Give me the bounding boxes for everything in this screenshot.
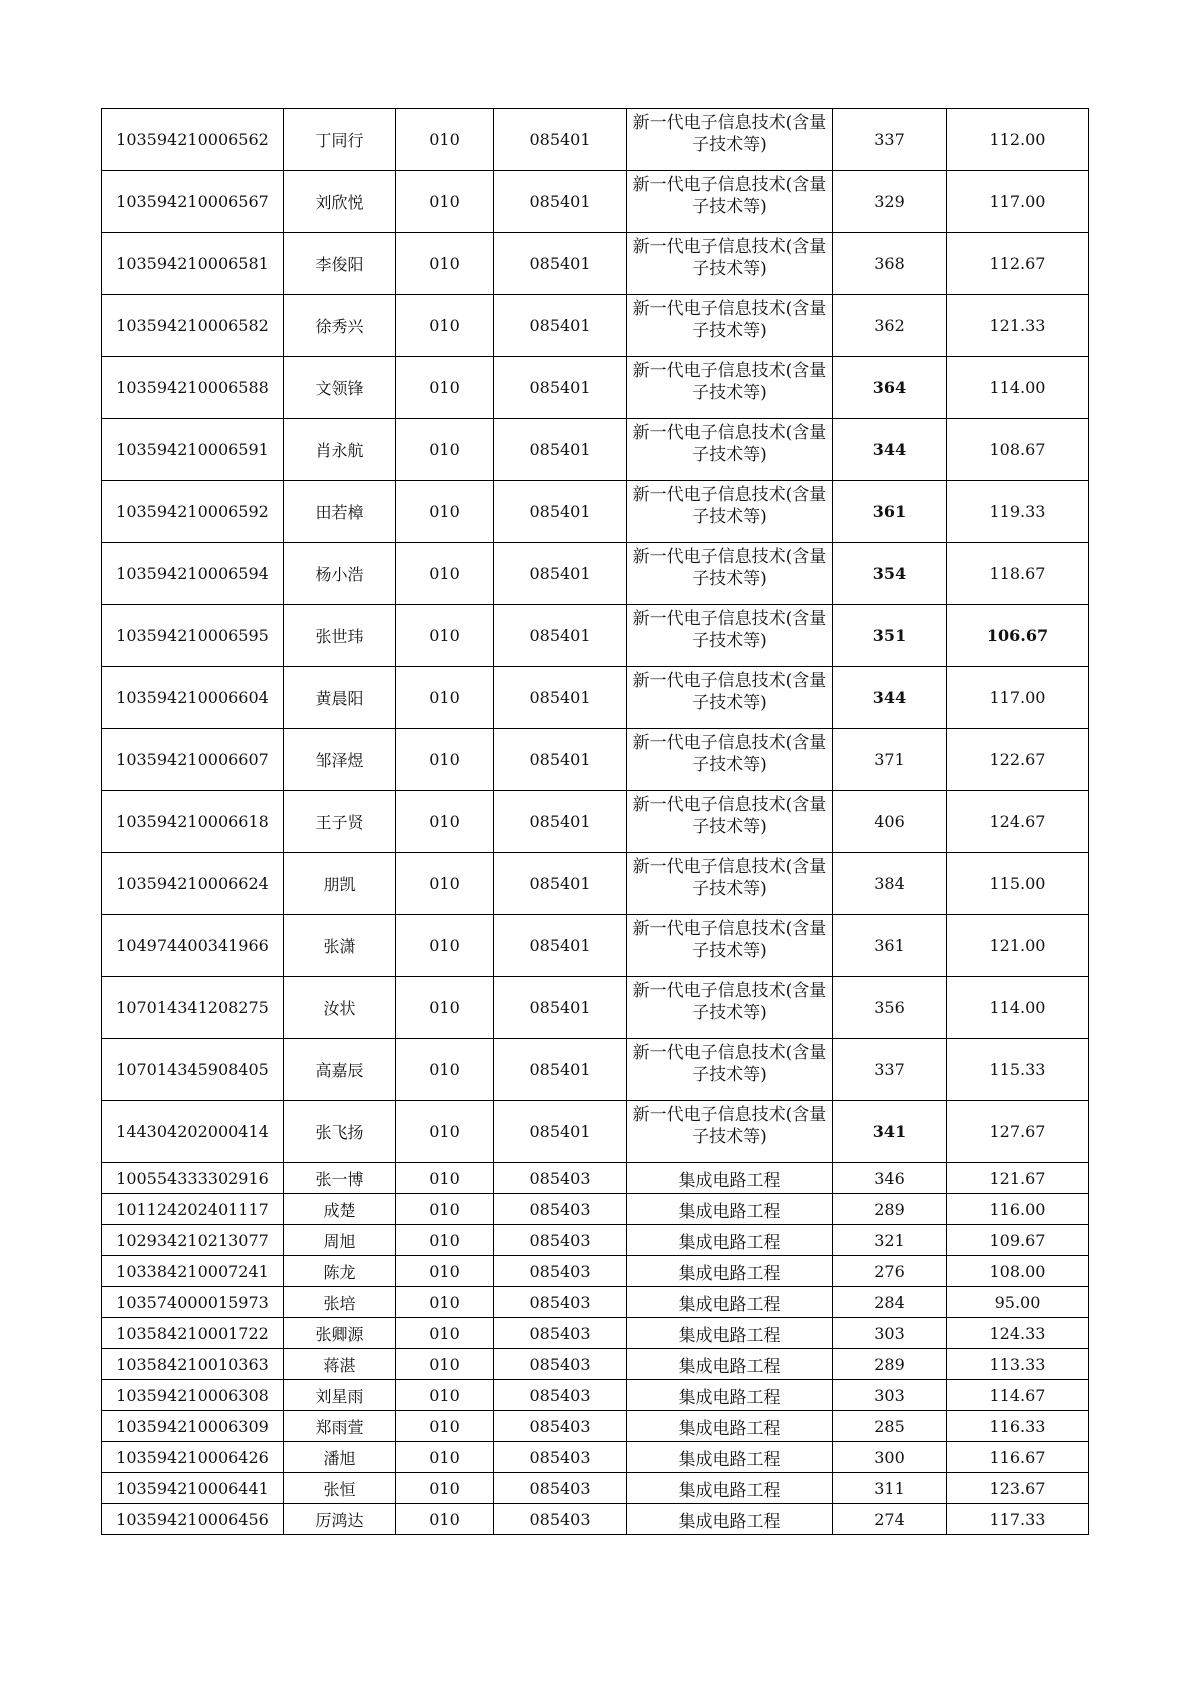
major-code-cell: 085401	[494, 171, 627, 233]
table-row	[102, 1225, 1089, 1256]
department-code-cell: 010	[396, 481, 494, 543]
retest-score-cell: 116.00	[947, 1194, 1089, 1225]
name-cell: 肖永航	[284, 419, 396, 481]
retest-score-cell: 114.00	[947, 977, 1089, 1039]
major-code-cell: 085401	[494, 357, 627, 419]
major-name-cell: 新一代电子信息技术(含量子技术等)	[627, 977, 833, 1039]
name-cell: 张恒	[284, 1473, 396, 1504]
major-name-cell: 新一代电子信息技术(含量子技术等)	[627, 481, 833, 543]
retest-score-cell: 123.67	[947, 1473, 1089, 1504]
exam-number-cell: 103594210006456	[102, 1504, 284, 1535]
name-cell: 厉鸿达	[284, 1504, 396, 1535]
retest-score-cell: 112.00	[947, 109, 1089, 171]
department-code-cell: 010	[396, 171, 494, 233]
initial-score-cell: 284	[833, 1287, 947, 1318]
major-name-cell: 新一代电子信息技术(含量子技术等)	[627, 1101, 833, 1163]
name-cell: 文领锋	[284, 357, 396, 419]
department-code-cell: 010	[396, 1318, 494, 1349]
initial-score-cell: 351	[833, 605, 947, 667]
table-row	[102, 481, 1089, 543]
retest-score-cell: 108.67	[947, 419, 1089, 481]
initial-score-cell: 289	[833, 1349, 947, 1380]
department-code-cell: 010	[396, 1473, 494, 1504]
name-cell: 李俊阳	[284, 233, 396, 295]
exam-number-cell: 103594210006618	[102, 791, 284, 853]
initial-score-cell: 311	[833, 1473, 947, 1504]
major-name-cell: 集成电路工程	[627, 1163, 833, 1194]
name-cell: 朋凯	[284, 853, 396, 915]
major-code-cell: 085401	[494, 543, 627, 605]
name-cell: 刘欣悦	[284, 171, 396, 233]
retest-score-cell: 124.67	[947, 791, 1089, 853]
initial-score-cell: 406	[833, 791, 947, 853]
table-row	[102, 791, 1089, 853]
initial-score-cell: 321	[833, 1225, 947, 1256]
table-row	[102, 543, 1089, 605]
name-cell: 蒋湛	[284, 1349, 396, 1380]
name-cell: 汝状	[284, 977, 396, 1039]
major-name-cell: 新一代电子信息技术(含量子技术等)	[627, 171, 833, 233]
department-code-cell: 010	[396, 1287, 494, 1318]
major-name-cell: 集成电路工程	[627, 1318, 833, 1349]
table-row	[102, 1442, 1089, 1473]
major-code-cell: 085403	[494, 1473, 627, 1504]
table-row	[102, 233, 1089, 295]
name-cell: 陈龙	[284, 1256, 396, 1287]
name-cell: 刘星雨	[284, 1380, 396, 1411]
initial-score-cell: 285	[833, 1411, 947, 1442]
exam-number-cell: 103594210006309	[102, 1411, 284, 1442]
name-cell: 张潇	[284, 915, 396, 977]
department-code-cell: 010	[396, 1256, 494, 1287]
exam-number-cell: 103574000015973	[102, 1287, 284, 1318]
department-code-cell: 010	[396, 1101, 494, 1163]
table-row	[102, 1039, 1089, 1101]
retest-score-cell: 127.67	[947, 1101, 1089, 1163]
major-code-cell: 085403	[494, 1163, 627, 1194]
initial-score-cell: 341	[833, 1101, 947, 1163]
department-code-cell: 010	[396, 109, 494, 171]
table-row	[102, 1101, 1089, 1163]
major-code-cell: 085403	[494, 1442, 627, 1473]
initial-score-cell: 344	[833, 419, 947, 481]
initial-score-cell: 329	[833, 171, 947, 233]
table-row	[102, 1411, 1089, 1442]
name-cell: 田若樟	[284, 481, 396, 543]
major-name-cell: 新一代电子信息技术(含量子技术等)	[627, 357, 833, 419]
name-cell: 潘旭	[284, 1442, 396, 1473]
major-name-cell: 集成电路工程	[627, 1225, 833, 1256]
retest-score-cell: 124.33	[947, 1318, 1089, 1349]
name-cell: 周旭	[284, 1225, 396, 1256]
major-name-cell: 新一代电子信息技术(含量子技术等)	[627, 605, 833, 667]
name-cell: 徐秀兴	[284, 295, 396, 357]
retest-score-cell: 118.67	[947, 543, 1089, 605]
initial-score-cell: 371	[833, 729, 947, 791]
retest-score-cell: 109.67	[947, 1225, 1089, 1256]
retest-score-cell: 116.67	[947, 1442, 1089, 1473]
table-row	[102, 1256, 1089, 1287]
major-code-cell: 085401	[494, 419, 627, 481]
retest-score-cell: 115.00	[947, 853, 1089, 915]
major-code-cell: 085403	[494, 1256, 627, 1287]
department-code-cell: 010	[396, 543, 494, 605]
exam-number-cell: 103594210006592	[102, 481, 284, 543]
retest-score-cell: 116.33	[947, 1411, 1089, 1442]
exam-number-cell: 103594210006624	[102, 853, 284, 915]
initial-score-cell: 303	[833, 1318, 947, 1349]
retest-score-cell: 119.33	[947, 481, 1089, 543]
department-code-cell: 010	[396, 1349, 494, 1380]
department-code-cell: 010	[396, 1225, 494, 1256]
major-code-cell: 085401	[494, 791, 627, 853]
exam-number-cell: 103584210010363	[102, 1349, 284, 1380]
major-code-cell: 085401	[494, 915, 627, 977]
major-code-cell: 085401	[494, 667, 627, 729]
major-name-cell: 新一代电子信息技术(含量子技术等)	[627, 729, 833, 791]
retest-score-cell: 121.33	[947, 295, 1089, 357]
initial-score-cell: 300	[833, 1442, 947, 1473]
retest-score-cell: 122.67	[947, 729, 1089, 791]
major-name-cell: 集成电路工程	[627, 1349, 833, 1380]
major-code-cell: 085401	[494, 109, 627, 171]
major-name-cell: 集成电路工程	[627, 1411, 833, 1442]
table-row	[102, 1194, 1089, 1225]
exam-number-cell: 107014341208275	[102, 977, 284, 1039]
exam-number-cell: 103594210006591	[102, 419, 284, 481]
major-code-cell: 085401	[494, 729, 627, 791]
initial-score-cell: 361	[833, 481, 947, 543]
name-cell: 张一博	[284, 1163, 396, 1194]
exam-number-cell: 103594210006588	[102, 357, 284, 419]
department-code-cell: 010	[396, 915, 494, 977]
major-code-cell: 085401	[494, 1039, 627, 1101]
retest-score-cell: 117.33	[947, 1504, 1089, 1535]
name-cell: 高嘉辰	[284, 1039, 396, 1101]
name-cell: 杨小浩	[284, 543, 396, 605]
name-cell: 郑雨萱	[284, 1411, 396, 1442]
exam-number-cell: 103594210006426	[102, 1442, 284, 1473]
department-code-cell: 010	[396, 605, 494, 667]
exam-number-cell: 107014345908405	[102, 1039, 284, 1101]
department-code-cell: 010	[396, 1411, 494, 1442]
retest-score-cell: 114.00	[947, 357, 1089, 419]
retest-score-cell: 113.33	[947, 1349, 1089, 1380]
table-row	[102, 171, 1089, 233]
table-row	[102, 1287, 1089, 1318]
initial-score-cell: 384	[833, 853, 947, 915]
retest-score-cell: 112.67	[947, 233, 1089, 295]
exam-number-cell: 144304202000414	[102, 1101, 284, 1163]
major-code-cell: 085401	[494, 233, 627, 295]
table-row	[102, 1504, 1089, 1535]
name-cell: 王子贤	[284, 791, 396, 853]
exam-number-cell: 103594210006441	[102, 1473, 284, 1504]
initial-score-cell: 303	[833, 1380, 947, 1411]
initial-score-cell: 368	[833, 233, 947, 295]
major-code-cell: 085403	[494, 1194, 627, 1225]
exam-number-cell: 100554333302916	[102, 1163, 284, 1194]
major-name-cell: 集成电路工程	[627, 1504, 833, 1535]
major-name-cell: 新一代电子信息技术(含量子技术等)	[627, 667, 833, 729]
initial-score-cell: 354	[833, 543, 947, 605]
initial-score-cell: 337	[833, 1039, 947, 1101]
major-name-cell: 集成电路工程	[627, 1194, 833, 1225]
name-cell: 丁同行	[284, 109, 396, 171]
table-row	[102, 357, 1089, 419]
initial-score-cell: 364	[833, 357, 947, 419]
table-row	[102, 915, 1089, 977]
exam-number-cell: 103594210006607	[102, 729, 284, 791]
department-code-cell: 010	[396, 419, 494, 481]
exam-number-cell: 103594210006581	[102, 233, 284, 295]
major-code-cell: 085401	[494, 977, 627, 1039]
exam-number-cell: 103594210006308	[102, 1380, 284, 1411]
initial-score-cell: 344	[833, 667, 947, 729]
exam-number-cell: 103594210006595	[102, 605, 284, 667]
major-name-cell: 新一代电子信息技术(含量子技术等)	[627, 233, 833, 295]
table-row	[102, 977, 1089, 1039]
retest-score-cell: 106.67	[947, 605, 1089, 667]
department-code-cell: 010	[396, 729, 494, 791]
department-code-cell: 010	[396, 853, 494, 915]
name-cell: 张卿源	[284, 1318, 396, 1349]
major-name-cell: 新一代电子信息技术(含量子技术等)	[627, 1039, 833, 1101]
table-row	[102, 1318, 1089, 1349]
exam-number-cell: 103594210006562	[102, 109, 284, 171]
table-row	[102, 109, 1089, 171]
table-row	[102, 1473, 1089, 1504]
name-cell: 张世玮	[284, 605, 396, 667]
major-code-cell: 085403	[494, 1411, 627, 1442]
initial-score-cell: 337	[833, 109, 947, 171]
admission-table	[101, 108, 1089, 1535]
initial-score-cell: 346	[833, 1163, 947, 1194]
major-name-cell: 集成电路工程	[627, 1256, 833, 1287]
exam-number-cell: 101124202401117	[102, 1194, 284, 1225]
major-code-cell: 085403	[494, 1380, 627, 1411]
department-code-cell: 010	[396, 1504, 494, 1535]
major-code-cell: 085403	[494, 1349, 627, 1380]
major-name-cell: 集成电路工程	[627, 1287, 833, 1318]
table-row	[102, 419, 1089, 481]
department-code-cell: 010	[396, 977, 494, 1039]
major-code-cell: 085401	[494, 1101, 627, 1163]
exam-number-cell: 103594210006594	[102, 543, 284, 605]
major-name-cell: 集成电路工程	[627, 1380, 833, 1411]
major-name-cell: 新一代电子信息技术(含量子技术等)	[627, 791, 833, 853]
major-name-cell: 新一代电子信息技术(含量子技术等)	[627, 853, 833, 915]
retest-score-cell: 121.00	[947, 915, 1089, 977]
department-code-cell: 010	[396, 1380, 494, 1411]
retest-score-cell: 121.67	[947, 1163, 1089, 1194]
exam-number-cell: 103594210006604	[102, 667, 284, 729]
department-code-cell: 010	[396, 791, 494, 853]
retest-score-cell: 115.33	[947, 1039, 1089, 1101]
retest-score-cell: 95.00	[947, 1287, 1089, 1318]
major-code-cell: 085401	[494, 605, 627, 667]
major-code-cell: 085403	[494, 1318, 627, 1349]
initial-score-cell: 276	[833, 1256, 947, 1287]
table-body	[102, 109, 1089, 1535]
table-row	[102, 605, 1089, 667]
major-name-cell: 新一代电子信息技术(含量子技术等)	[627, 109, 833, 171]
name-cell: 成楚	[284, 1194, 396, 1225]
table-row	[102, 1380, 1089, 1411]
table-row	[102, 1163, 1089, 1194]
major-code-cell: 085403	[494, 1225, 627, 1256]
table-row	[102, 295, 1089, 357]
table-row	[102, 1349, 1089, 1380]
table-row	[102, 667, 1089, 729]
department-code-cell: 010	[396, 295, 494, 357]
department-code-cell: 010	[396, 1442, 494, 1473]
major-name-cell: 新一代电子信息技术(含量子技术等)	[627, 915, 833, 977]
name-cell: 张培	[284, 1287, 396, 1318]
major-name-cell: 新一代电子信息技术(含量子技术等)	[627, 543, 833, 605]
initial-score-cell: 274	[833, 1504, 947, 1535]
name-cell: 黄晨阳	[284, 667, 396, 729]
retest-score-cell: 117.00	[947, 171, 1089, 233]
exam-number-cell: 103584210001722	[102, 1318, 284, 1349]
initial-score-cell: 362	[833, 295, 947, 357]
retest-score-cell: 114.67	[947, 1380, 1089, 1411]
major-code-cell: 085401	[494, 853, 627, 915]
major-code-cell: 085403	[494, 1287, 627, 1318]
retest-score-cell: 108.00	[947, 1256, 1089, 1287]
exam-number-cell: 103384210007241	[102, 1256, 284, 1287]
major-name-cell: 集成电路工程	[627, 1442, 833, 1473]
major-code-cell: 085401	[494, 481, 627, 543]
exam-number-cell: 102934210213077	[102, 1225, 284, 1256]
table-row	[102, 853, 1089, 915]
initial-score-cell: 289	[833, 1194, 947, 1225]
initial-score-cell: 361	[833, 915, 947, 977]
name-cell: 张飞扬	[284, 1101, 396, 1163]
major-name-cell: 集成电路工程	[627, 1473, 833, 1504]
department-code-cell: 010	[396, 357, 494, 419]
table-row	[102, 729, 1089, 791]
department-code-cell: 010	[396, 1194, 494, 1225]
exam-number-cell: 104974400341966	[102, 915, 284, 977]
exam-number-cell: 103594210006582	[102, 295, 284, 357]
department-code-cell: 010	[396, 1039, 494, 1101]
department-code-cell: 010	[396, 233, 494, 295]
name-cell: 邹泽煜	[284, 729, 396, 791]
retest-score-cell: 117.00	[947, 667, 1089, 729]
major-name-cell: 新一代电子信息技术(含量子技术等)	[627, 295, 833, 357]
exam-number-cell: 103594210006567	[102, 171, 284, 233]
major-name-cell: 新一代电子信息技术(含量子技术等)	[627, 419, 833, 481]
initial-score-cell: 356	[833, 977, 947, 1039]
major-code-cell: 085403	[494, 1504, 627, 1535]
department-code-cell: 010	[396, 667, 494, 729]
department-code-cell: 010	[396, 1163, 494, 1194]
major-code-cell: 085401	[494, 295, 627, 357]
